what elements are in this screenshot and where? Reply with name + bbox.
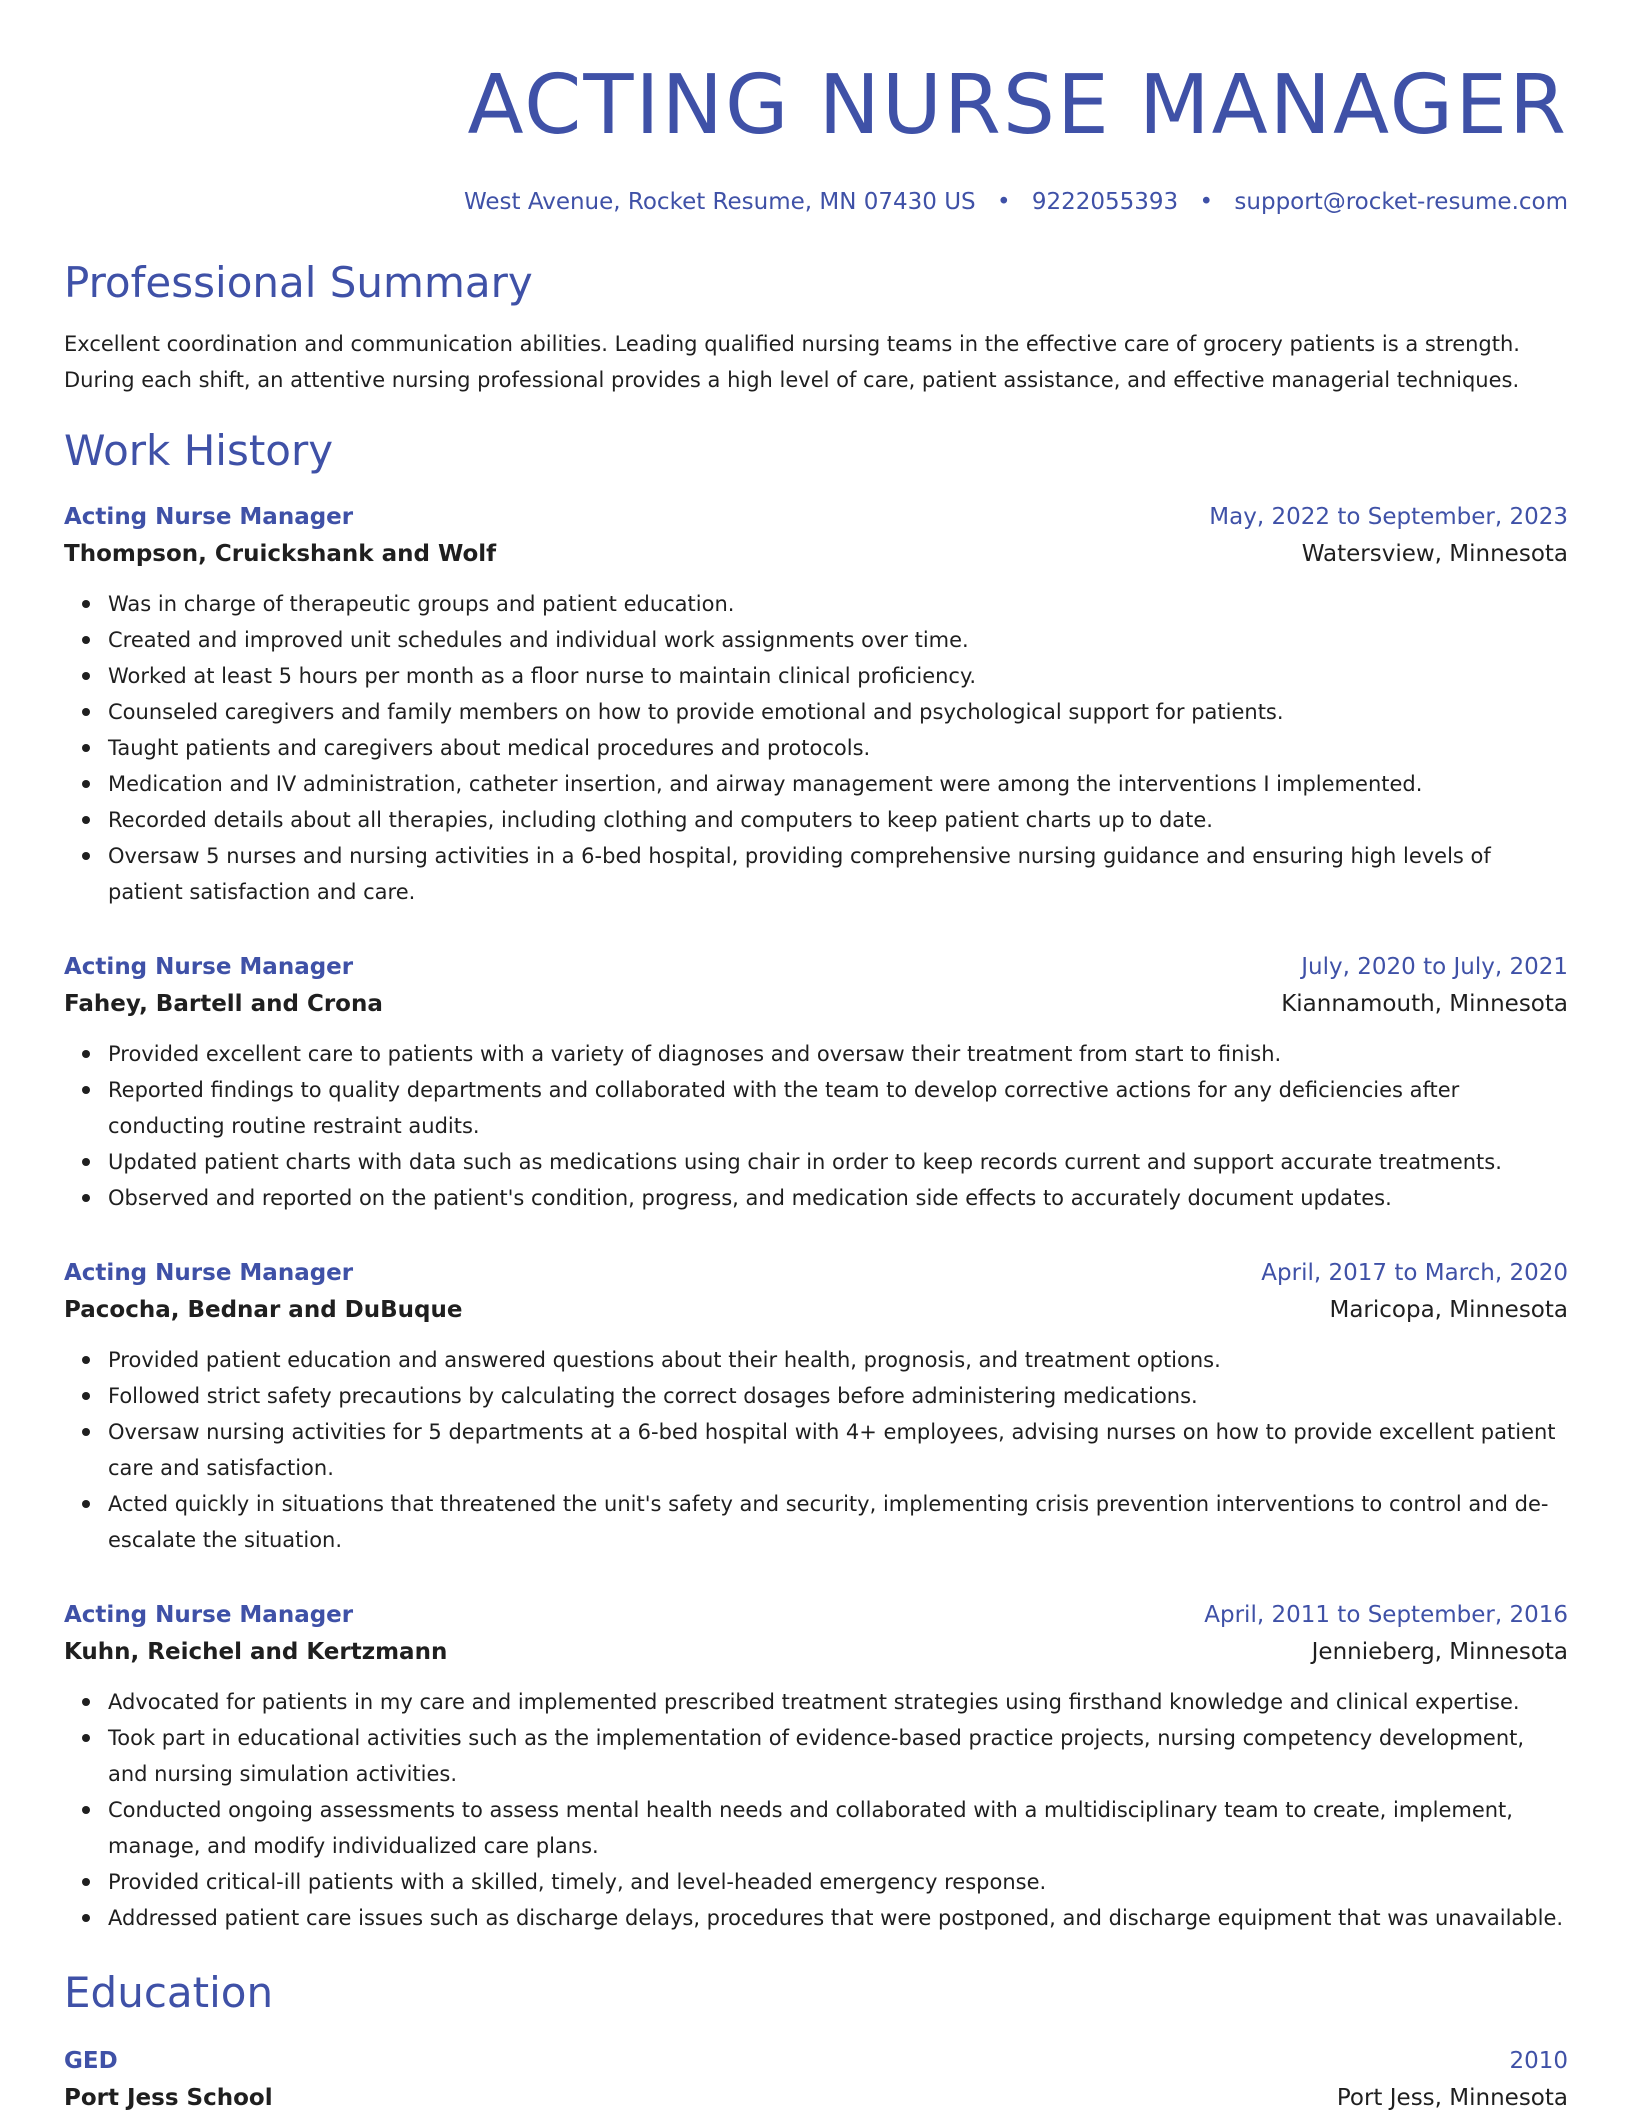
contact-email: support@rocket-resume.com bbox=[1234, 189, 1568, 215]
job-bullet: Recorded details about all therapies, including clothing and computers to keep patient charts up to date. bbox=[108, 802, 1568, 838]
job-title: Acting Nurse Manager bbox=[64, 1602, 354, 1628]
contact-phone: 9222055393 bbox=[1031, 189, 1179, 215]
resume-title: ACTING NURSE MANAGER bbox=[467, 58, 1568, 153]
job-dates: April, 2011 to September, 2016 bbox=[1204, 1602, 1568, 1628]
job-bullet: Created and improved unit schedules and individual work assignments over time. bbox=[108, 622, 1568, 658]
job-location: Kiannamouth, Minnesota bbox=[1281, 991, 1568, 1017]
job-bullets bbox=[64, 586, 1568, 910]
job-bullet: Was in charge of therapeutic groups and patient education. bbox=[108, 586, 1568, 622]
job-bullet: Provided patient education and answered questions about their health, prognosis, and treatment options. bbox=[108, 1342, 1568, 1378]
job-title: Acting Nurse Manager bbox=[64, 504, 354, 530]
job-bullet: Reported findings to quality departments and collaborated with the team to develop corrective actions for any deficiencies after conducting routine restraint audits. bbox=[108, 1072, 1568, 1144]
job-title: Acting Nurse Manager bbox=[64, 1260, 354, 1286]
job-location: Watersview, Minnesota bbox=[1301, 541, 1568, 567]
contact-separator: • bbox=[996, 189, 1011, 215]
job-bullets bbox=[64, 1684, 1568, 1936]
job-bullet: Oversaw 5 nurses and nursing activities in a 6-bed hospital, providing comprehensive nursing guidance and ensuring high levels of patient satisfaction and care. bbox=[108, 838, 1568, 910]
job-company: Fahey, Bartell and Crona bbox=[64, 991, 383, 1017]
job-bullets bbox=[64, 1036, 1568, 1216]
job-bullet: Provided excellent care to patients with a variety of diagnoses and oversaw their treatment from start to finish. bbox=[108, 1036, 1568, 1072]
education-year: 2010 bbox=[1509, 2048, 1568, 2074]
job-bullet: Advocated for patients in my care and implemented prescribed treatment strategies using firsthand knowledge and clinical expertise. bbox=[108, 1684, 1568, 1720]
job-bullet: Acted quickly in situations that threatened the unit's safety and security, implementing crisis prevention interventions to control and de-escalate the situation. bbox=[108, 1486, 1568, 1558]
job-entry bbox=[64, 1598, 1568, 1936]
job-dates: April, 2017 to March, 2020 bbox=[1261, 1260, 1568, 1286]
job-title: Acting Nurse Manager bbox=[64, 954, 354, 980]
job-bullet: Took part in educational activities such as the implementation of evidence-based practice projects, nursing competency development, and nursing simulation activities. bbox=[108, 1720, 1568, 1792]
job-location: Jennieberg, Minnesota bbox=[1311, 1639, 1568, 1665]
job-bullet: Worked at least 5 hours per month as a floor nurse to maintain clinical proficiency. bbox=[108, 658, 1568, 694]
education-school: Port Jess School bbox=[64, 2085, 273, 2111]
job-bullets bbox=[64, 1342, 1568, 1558]
contact-address: West Avenue, Rocket Resume, MN 07430 US bbox=[463, 189, 976, 215]
job-bullet: Medication and IV administration, catheter insertion, and airway management were among the interventions I implemented. bbox=[108, 766, 1568, 802]
job-company: Pacocha, Bednar and DuBuque bbox=[64, 1297, 463, 1323]
job-bullet: Followed strict safety precautions by calculating the correct dosages before administering medications. bbox=[108, 1378, 1568, 1414]
summary-text: Excellent coordination and communication abilities. Leading qualified nursing teams in the effective care of grocery patients is a strength. During each shift, an attentive nursing professional provides a high level of care, patient assistance, and effective managerial techniques. bbox=[64, 332, 1520, 392]
job-bullet: Addressed patient care issues such as discharge delays, procedures that were postponed, and discharge equipment that was unavailable. bbox=[108, 1900, 1568, 1936]
job-bullet: Conducted ongoing assessments to assess mental health needs and collaborated with a multidisciplinary team to create, implement, manage, and modify individualized care plans. bbox=[108, 1792, 1568, 1864]
job-dates: July, 2020 to July, 2021 bbox=[1301, 954, 1568, 980]
education-location: Port Jess, Minnesota bbox=[1336, 2085, 1568, 2111]
job-company: Thompson, Cruickshank and Wolf bbox=[64, 541, 497, 567]
education-heading: Education bbox=[64, 1968, 274, 2017]
job-bullet: Observed and reported on the patient's condition, progress, and medication side effects to accurately document updates. bbox=[108, 1180, 1568, 1216]
resume-page bbox=[64, 0, 1568, 2118]
job-entry bbox=[64, 500, 1568, 910]
summary-heading: Professional Summary bbox=[64, 258, 533, 307]
education-entry bbox=[64, 2044, 1568, 2118]
contact-line bbox=[64, 188, 1568, 216]
job-entry bbox=[64, 950, 1568, 1216]
job-company: Kuhn, Reichel and Kertzmann bbox=[64, 1639, 448, 1665]
job-entry bbox=[64, 1256, 1568, 1558]
job-bullet: Counseled caregivers and family members on how to provide emotional and psychological support for patients. bbox=[108, 694, 1568, 730]
job-bullet: Updated patient charts with data such as medications using chair in order to keep records current and support accurate treatments. bbox=[108, 1144, 1568, 1180]
job-bullet: Oversaw nursing activities for 5 departments at a 6-bed hospital with 4+ employees, advising nurses on how to provide excellent patient care and satisfaction. bbox=[108, 1414, 1568, 1486]
contact-separator: • bbox=[1199, 189, 1214, 215]
job-dates: May, 2022 to September, 2023 bbox=[1209, 504, 1568, 530]
work-history-heading: Work History bbox=[64, 426, 334, 475]
job-bullet: Provided critical-ill patients with a skilled, timely, and level-headed emergency response. bbox=[108, 1864, 1568, 1900]
education-degree: GED bbox=[64, 2048, 118, 2074]
job-bullet: Taught patients and caregivers about medical procedures and protocols. bbox=[108, 730, 1568, 766]
job-location: Maricopa, Minnesota bbox=[1329, 1297, 1568, 1323]
